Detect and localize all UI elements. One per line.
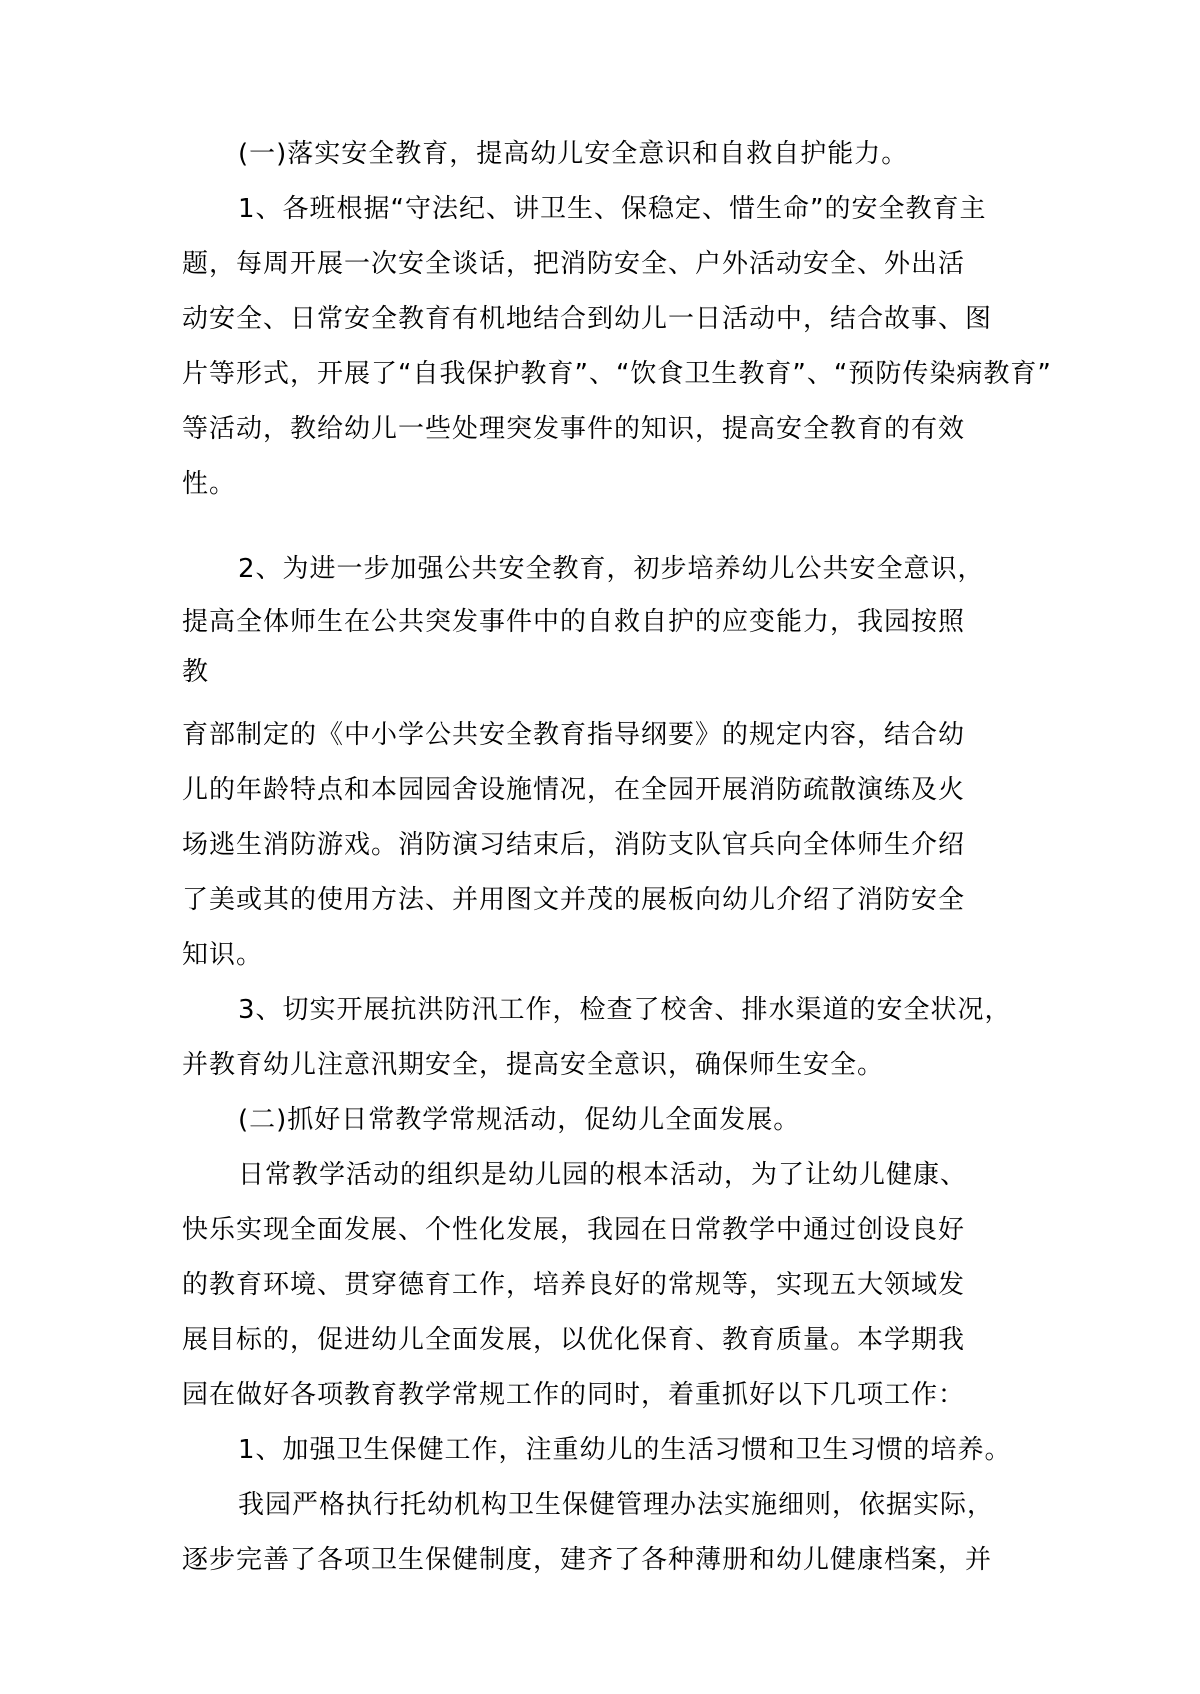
text-line: 等活动，教给幼儿一些处理突发事件的知识，提高安全教育的有效 [182,414,966,444]
text-line: (二)抓好日常教学常规活动，促幼儿全面发展。 [238,1105,801,1135]
text-line: 我园严格执行托幼机构卫生保健管理办法实施细则，依据实际， [238,1490,995,1520]
text-line: 2、为进一步加强公共安全教育，初步培养幼儿公共安全意识， [238,554,985,584]
text-line: 3、切实开展抗洪防汛工作，检查了校舍、排水渠道的安全状况， [238,995,1012,1025]
text-line: 了美或其的使用方法、并用图文并茂的展板向幼儿介绍了消防安全 [182,885,966,915]
text-line: 并教育幼儿注意汛期安全，提高安全意识，确保师生安全。 [182,1050,885,1080]
text-line: 育部制定的《中小学公共安全教育指导纲要》的规定内容，结合幼 [182,720,966,750]
text-line: 1、加强卫生保健工作，注重幼儿的生活习惯和卫生习惯的培养。 [238,1435,1012,1465]
text-line: 园在做好各项教育教学常规工作的同时，着重抓好以下几项工作： [182,1380,966,1410]
text-line: 的教育环境、贯穿德育工作，培养良好的常规等，实现五大领域发 [182,1270,966,1300]
text-line: 儿的年龄特点和本园园舍设施情况，在全园开展消防疏散演练及火 [182,775,966,805]
text-line: 1、各班根据“守法纪、讲卫生、保稳定、惜生命”的安全教育主 [238,194,987,224]
text-line: 日常教学活动的组织是幼儿园的根本活动，为了让幼儿健康、 [238,1160,968,1190]
text-line: 教 [182,657,210,687]
text-line: 片等形式，开展了“自我保护教育”、“饮食卫生教育”、“预防传染病教育” [182,359,1052,389]
text-line: 题，每周开展一次安全谈话，把消防安全、户外活动安全、外出活 [182,249,966,279]
text-line: (一)落实安全教育，提高幼儿安全意识和自救自护能力。 [238,139,909,169]
text-line: 快乐实现全面发展、个性化发展，我园在日常教学中通过创设良好 [182,1215,966,1245]
text-line: 提高全体师生在公共突发事件中的自救自护的应变能力，我园按照 [182,607,966,637]
text-line: 逐步完善了各项卫生保健制度，建齐了各种薄册和幼儿健康档案，并 [182,1545,993,1575]
text-line: 场逃生消防游戏。消防演习结束后，消防支队官兵向全体师生介绍 [182,830,966,860]
text-line: 知识。 [182,940,264,970]
text-line: 动安全、日常安全教育有机地结合到幼儿一日活动中，结合故事、图 [182,304,993,334]
text-line: 展目标的，促进幼儿全面发展，以优化保育、教育质量。本学期我 [182,1325,966,1355]
text-line: 性。 [182,469,237,499]
